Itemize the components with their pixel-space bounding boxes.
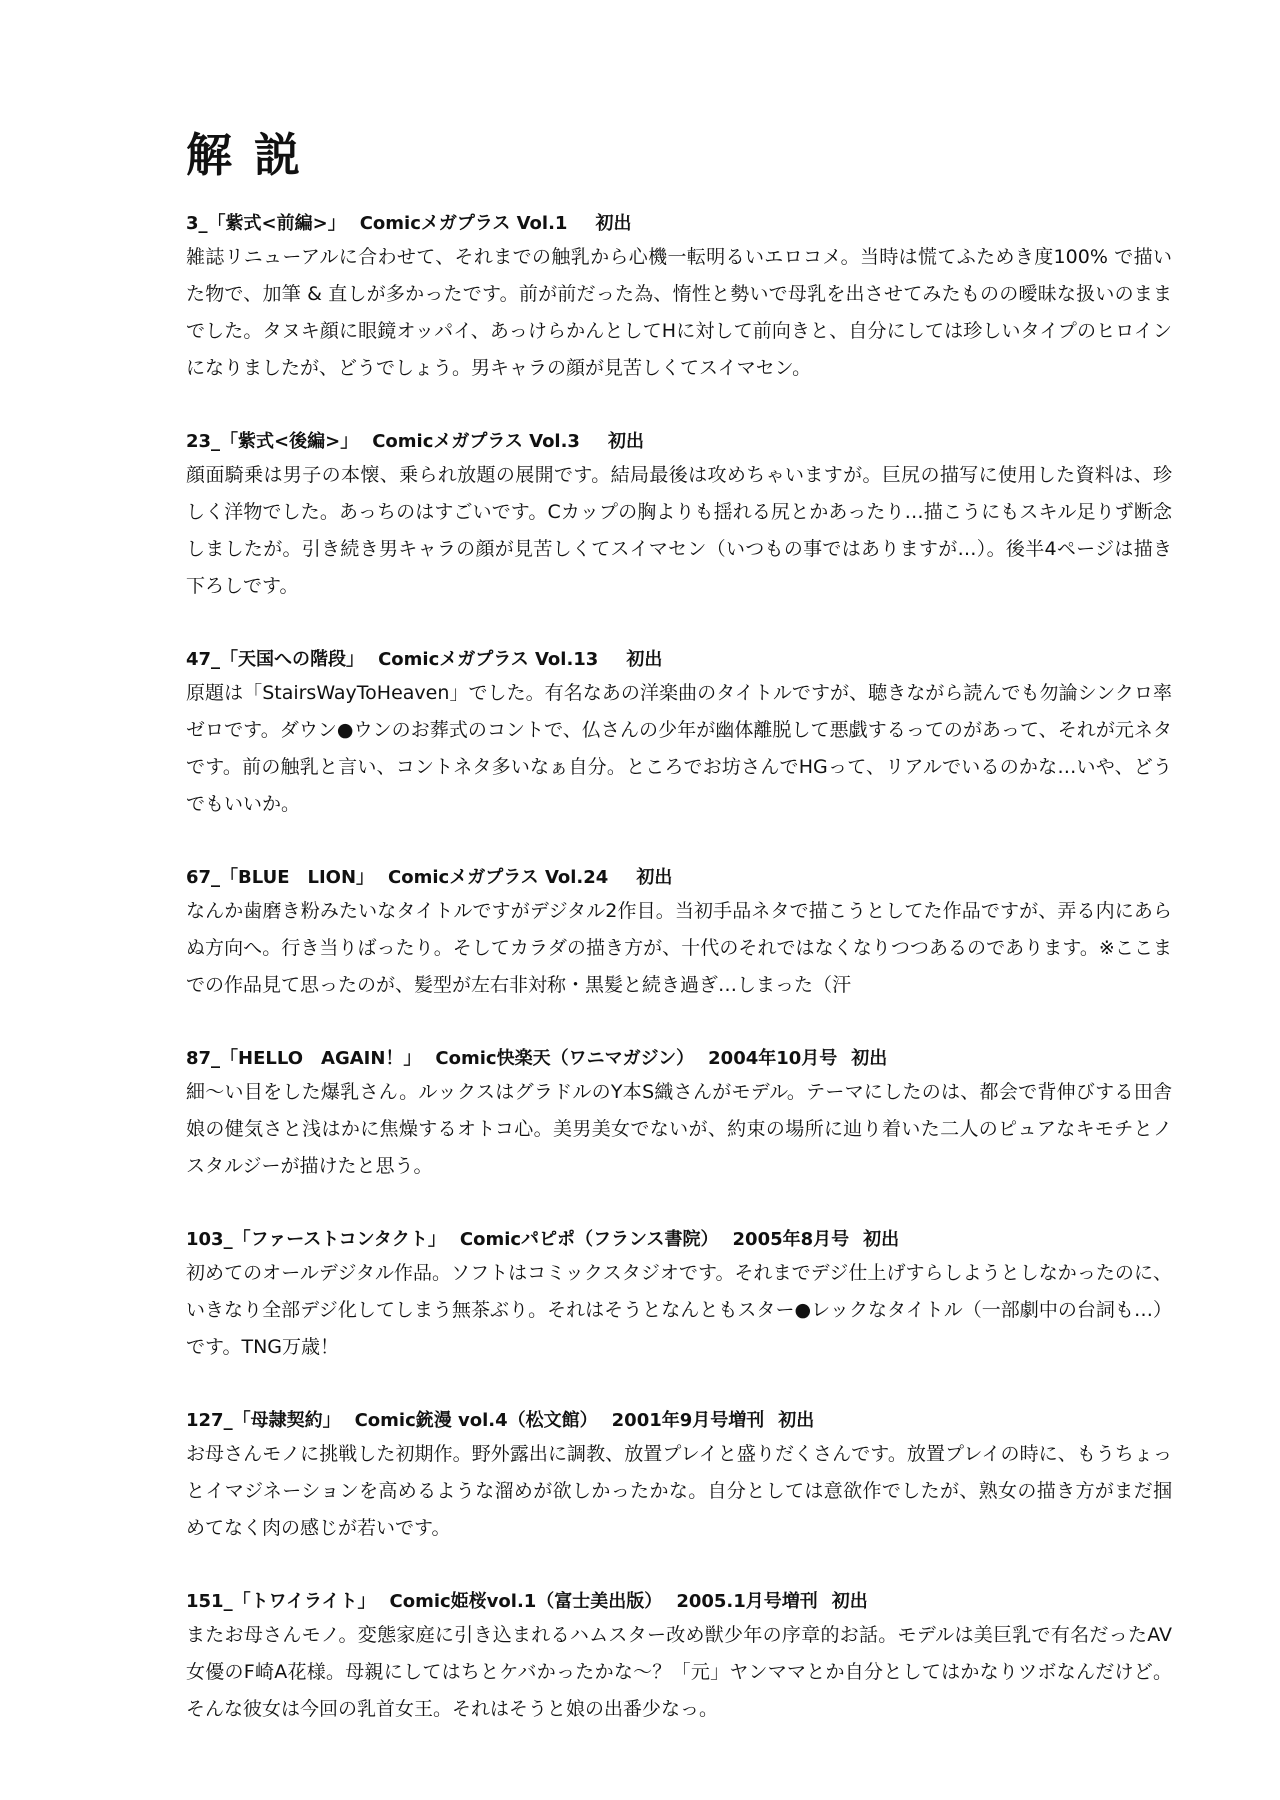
entry-source: Comic快楽天（ワニマガジン）	[435, 1048, 695, 1070]
entry-header	[186, 1406, 1172, 1436]
entry	[186, 1225, 1172, 1366]
entry-body: 原題は「StairsWayToHeaven」でした。有名なあの洋楽曲のタイトルですが、聴きながら読んでも勿論シンクロ率ゼロです。ダウン●ウンのお葬式のコントで、仏さんの少年が幽体離脱して悪戯するってのがあって、それが元ネタです。前の触乳と言い、コントネタ多いなぁ自分。ところでお坊さんでHGって、リアルでいるのかな…いや、どうでもいいか。	[186, 682, 1172, 816]
entry-header	[186, 1587, 1172, 1617]
entry-heading: 103_「ファーストコンタクト」	[186, 1229, 446, 1251]
entry-body: またお母さんモノ。変態家庭に引き込まれるハムスター改め獣少年の序章的お話。モデルは美巨乳で有名だったAV女優のF崎A花様。母親にしてはちとケバかったかな〜？「元」ヤンママとか自分としてはかなりツボなんだけど。そんな彼女は今回の乳首女王。それはそうと娘の出番少なっ。	[186, 1624, 1172, 1721]
entry-header	[186, 1225, 1172, 1255]
entry-first-appearance: 初出	[636, 867, 673, 889]
entry-date: 2004年10月号	[708, 1048, 838, 1070]
entry-date: 2001年9月号増刊	[611, 1410, 765, 1432]
page-title: 解説	[186, 128, 322, 182]
entry-heading: 3_「紫式<前編>」	[186, 213, 346, 235]
entry-heading: 23_「紫式<後編>」	[186, 431, 359, 453]
entry-source: Comicメガプラス Vol.13	[378, 649, 599, 671]
entry-heading: 67_「BLUE LION」	[186, 867, 375, 889]
entry-source: Comicメガプラス Vol.3	[372, 431, 580, 453]
entry-first-appearance: 初出	[595, 213, 632, 235]
entry	[186, 427, 1172, 605]
entry-heading: 127_「母隷契約」	[186, 1410, 341, 1432]
entry-source: Comicパピポ（フランス書院）	[459, 1229, 719, 1251]
entry-header	[186, 1044, 1172, 1074]
entry-body: 初めてのオールデジタル作品。ソフトはコミックスタジオです。それまでデジ仕上げすらしようとしなかったのに、いきなり全部デジ化してしまう無茶ぶり。それはそうとなんともスター●レックなタイトル（一部劇中の台詞も…）です。TNG万歳！	[186, 1262, 1172, 1359]
entry-source: Comicメガプラス Vol.24	[388, 867, 609, 889]
entry	[186, 645, 1172, 823]
entry-body: 細〜い目をした爆乳さん。ルックスはグラドルのY本S織さんがモデル。テーマにしたのは、都会で背伸びする田舎娘の健気さと浅はかに焦燥するオトコ心。美男美女でないが、約束の場所に辿り着いた二人のピュアなキモチとノスタルジーが描けたと思う。	[186, 1081, 1172, 1178]
entry-first-appearance: 初出	[831, 1591, 868, 1613]
entry-heading: 47_「天国への階段」	[186, 649, 365, 671]
entry-list	[186, 209, 1172, 1728]
entry-source: Comicメガプラス Vol.1	[359, 213, 568, 235]
entry-first-appearance: 初出	[863, 1229, 900, 1251]
entry-body: お母さんモノに挑戦した初期作。野外露出に調教、放置プレイと盛りだくさんです。放置プレイの時に、もうちょっとイマジネーションを高めるような溜めが欲しかったかな。自分としては意欲作でしたが、熟女の描き方がまだ掴めてなく肉の感じが若いです。	[186, 1443, 1172, 1540]
entry-heading: 87_「HELLO AGAIN！」	[186, 1048, 422, 1070]
entry-body: 雑誌リニューアルに合わせて、それまでの触乳から心機一転明るいエロコメ。当時は慌てふためき度100% で描いた物で、加筆 & 直しが多かったです。前が前だった為、惰性と勢いで母乳を出させてみたものの曖昧な扱いのままでした。タヌキ顔に眼鏡オッパイ、あっけらかんとしてHに対して前向きと、自分にしては珍しいタイプのヒロインになりましたが、どうでしょう。男キャラの顔が見苦しくてスイマセン。	[186, 246, 1172, 380]
entry	[186, 209, 1172, 387]
entry-body: なんか歯磨き粉みたいなタイトルですがデジタル2作目。当初手品ネタで描こうとしてた作品ですが、弄る内にあらぬ方向へ。行き当りばったり。そしてカラダの描き方が、十代のそれではなくなりつつあるのであります。※ここまでの作品見て思ったのが、髪型が左右非対称・黒髪と続き過ぎ…しまった（汗	[186, 900, 1172, 997]
entry-source: Comic銃漫 vol.4（松文館）	[354, 1410, 598, 1432]
entry	[186, 1406, 1172, 1547]
entry-date: 2005年8月号	[732, 1229, 850, 1251]
entry-first-appearance: 初出	[607, 431, 644, 453]
entry	[186, 863, 1172, 1004]
entry-source: Comic姫桜vol.1（富士美出版）	[389, 1591, 663, 1613]
entry-date: 2005.1月号増刊	[676, 1591, 818, 1613]
entry-header	[186, 427, 1172, 457]
commentary-page	[186, 128, 1172, 1768]
entry	[186, 1587, 1172, 1728]
entry-header	[186, 209, 1172, 239]
entry-header	[186, 863, 1172, 893]
entry	[186, 1044, 1172, 1185]
entry-heading: 151_「トワイライト」	[186, 1591, 376, 1613]
entry-first-appearance: 初出	[778, 1410, 815, 1432]
entry-first-appearance: 初出	[851, 1048, 888, 1070]
entry-header	[186, 645, 1172, 675]
entry-first-appearance: 初出	[626, 649, 663, 671]
entry-body: 顔面騎乗は男子の本懐、乗られ放題の展開です。結局最後は攻めちゃいますが。巨尻の描写に使用した資料は、珍しく洋物でした。あっちのはすごいです。Cカップの胸よりも揺れる尻とかあったり…描こうにもスキル足りず断念しましたが。引き続き男キャラの顔が見苦しくてスイマセン（いつもの事ではありますが…）。後半4ページは描き下ろしです。	[186, 464, 1172, 598]
